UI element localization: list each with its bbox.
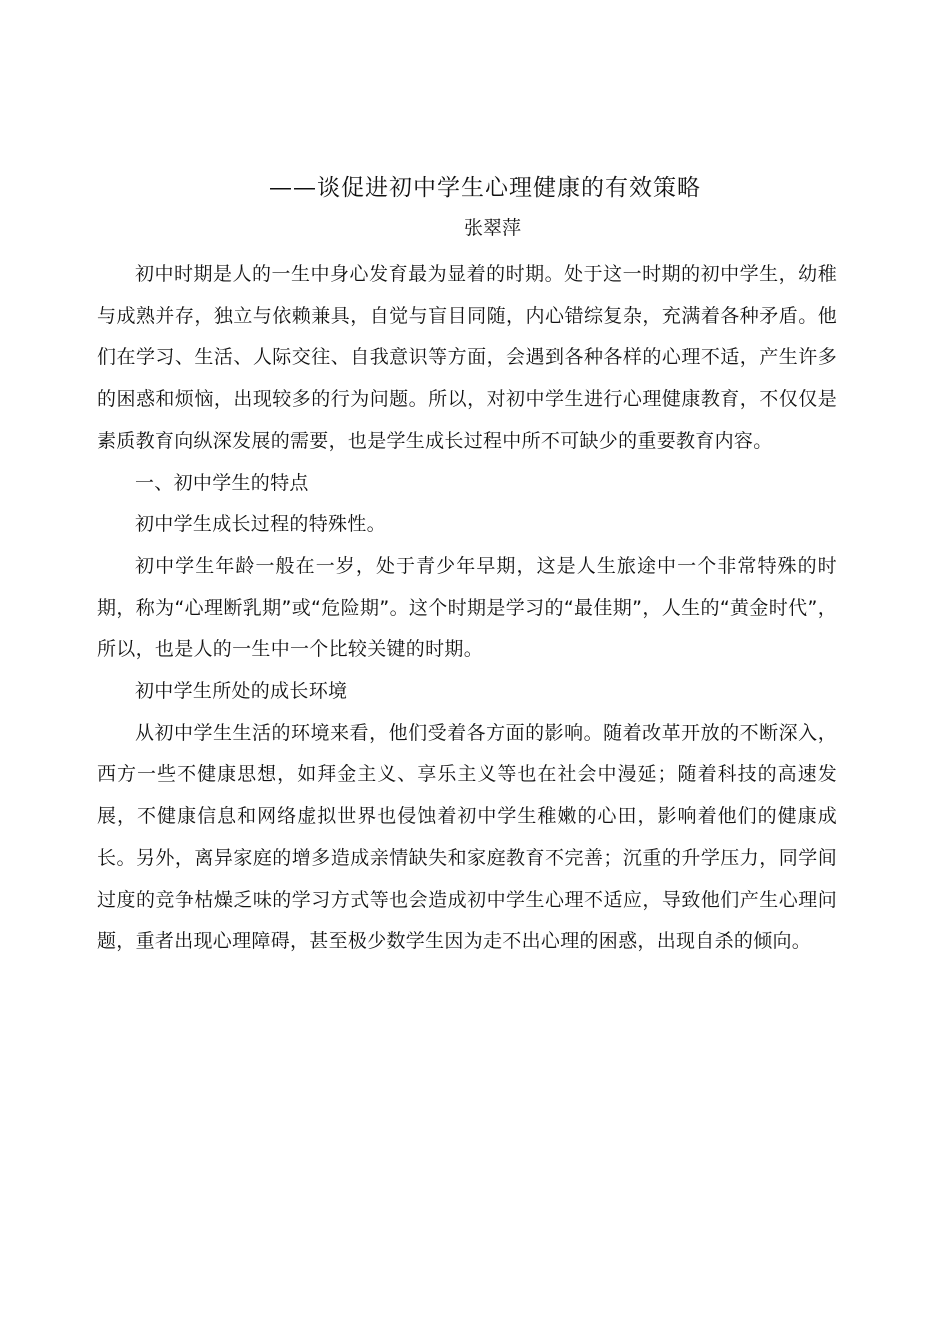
subsection-heading: 初中学生成长过程的特殊性。: [135, 513, 386, 536]
paragraph-age-characteristics: 初中学生年龄一般在一岁，处于青少年早期，这是人生旅途中一个非常特殊的时期，称为“心理断乳期”或“危险期”。这个时期是学习的“最佳期”，人生的“黄金时代”，所以，也是人的一生中一个比较关键的时期。: [97, 554, 837, 661]
paragraph-intro: 初中时期是人的一生中身心发育最为显着的时期。处于这一时期的初中学生，幼稚与成熟并存，独立与依赖兼具，自觉与盲目同随，内心错综复杂，充满着各种矛盾。他们在学习、生活、人际交往、自我意识等方面，会遇到各种各样的心理不适，产生许多的困惑和烦恼，出现较多的行为问题。所以，对初中学生进行心理健康教育，不仅仅是素质教育向纵深发展的需要，也是学生成长过程中所不可缺少的重要教育内容。: [97, 263, 837, 452]
section-heading: 一、初中学生的特点: [135, 471, 309, 494]
document-body: [97, 254, 837, 963]
document-author: 张翠萍: [463, 217, 521, 239]
document-subtitle: ——谈促进初中学生心理健康的有效策略: [269, 175, 701, 201]
paragraph-environment: 从初中学生生活的环境来看，他们受着各方面的影响。随着改革开放的不断深入，西方一些不健康思想，如拜金主义、享乐主义等也在社会中漫延；随着科技的高速发展，不健康信息和网络虚拟世界也侵蚀着初中学生稚嫩的心田，影响着他们的健康成长。另外，离异家庭的增多造成亲情缺失和家庭教育不完善；沉重的升学压力，同学间过度的竞争枯燥乏味的学习方式等也会造成初中学生心理不适应，导致他们产生心理问题，重者出现心理障碍，甚至极少数学生因为走不出心理的困惑，出现自杀的倾向。: [97, 721, 837, 953]
subsection-heading: 初中学生所处的成长环境: [135, 680, 348, 703]
